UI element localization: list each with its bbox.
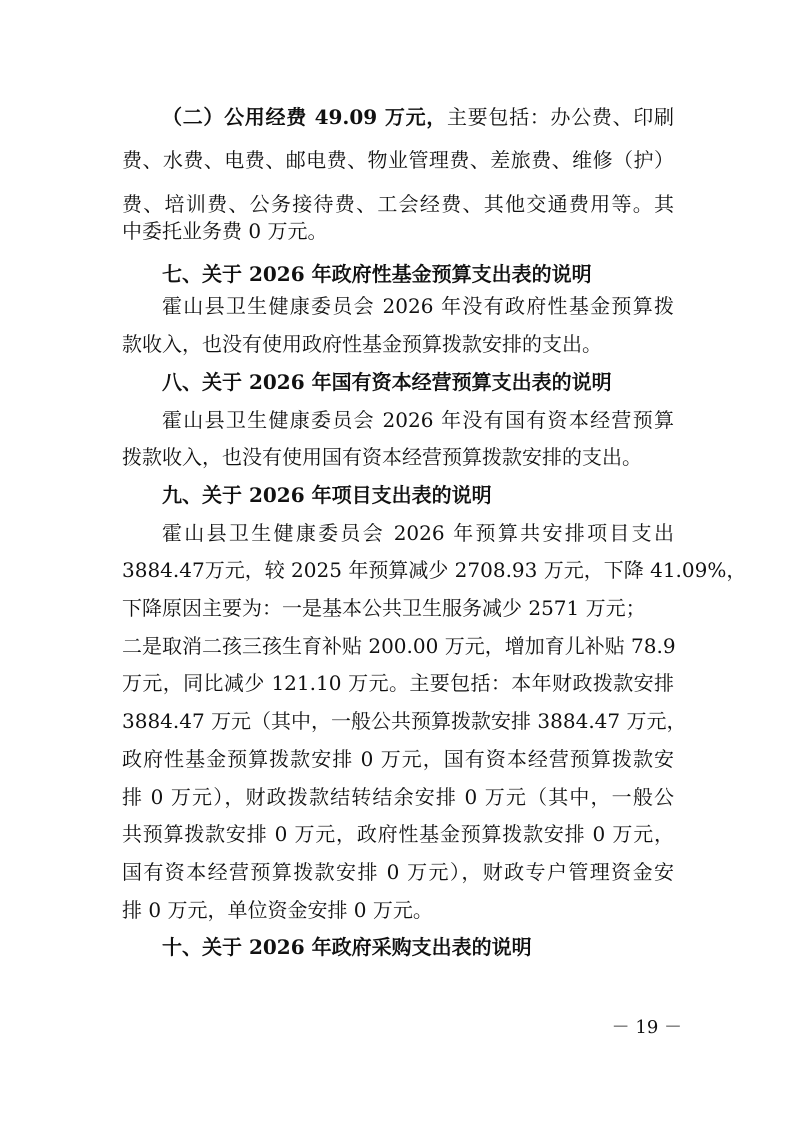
- section-10-heading: 十、关于 2026 年政府采购支出表的说明: [162, 935, 532, 959]
- section-9-line-11: 排 0 万元，单位资金安排 0 万元。: [122, 898, 433, 922]
- section-9-line-4: 二是取消二孩三孩生育补贴 200.00 万元，增加育儿补贴 78.9: [122, 634, 676, 658]
- page-number: － 19 －: [611, 1017, 682, 1038]
- paragraph-public-funds-line-2: 费、水费、电费、邮电费、物业管理费、差旅费、维修（护）: [122, 148, 674, 172]
- section-9-line-5: 万元，同比减少 121.10 万元。主要包括：本年财政拨款安排: [122, 671, 674, 695]
- section-9-line-8: 排 0 万元），财政拨款结转结余安排 0 万元（其中，一般公: [122, 785, 674, 809]
- public-funds-lead: （二）公用经费 49.09 万元，: [162, 105, 447, 129]
- public-funds-rest: 主要包括：办公费、印刷: [446, 105, 675, 129]
- section-9-line-6: 3884.47 万元（其中，一般公共预算拨款安排 3884.47 万元，: [122, 709, 687, 733]
- section-9-line-1: 霍山县卫生健康委员会 2026 年预算共安排项目支出: [162, 521, 674, 545]
- section-7-line-2: 款收入，也没有使用政府性基金预算拨款安排的支出。: [122, 332, 602, 356]
- section-8-line-1: 霍山县卫生健康委员会 2026 年没有国有资本经营预算: [162, 408, 674, 432]
- section-9-line-2: 3884.47万元，较 2025 年预算减少 2708.93 万元，下降 41.09%，: [122, 558, 747, 582]
- section-9-line-10: 国有资本经营预算拨款安排 0 万元），财政专户管理资金安: [122, 860, 674, 884]
- section-9-line-3: 下降原因主要为：一是基本公共卫生服务减少 2571 万元；: [122, 596, 646, 620]
- section-9-line-7: 政府性基金预算拨款安排 0 万元，国有资本经营预算拨款安: [122, 747, 674, 771]
- section-9-line-9: 共预算拨款安排 0 万元，政府性基金预算拨款安排 0 万元，: [122, 822, 674, 846]
- section-7-line-1: 霍山县卫生健康委员会 2026 年没有政府性基金预算拨: [162, 294, 674, 318]
- paragraph-public-funds-line-3: 费、培训费、公务接待费、工会经费、其他交通费用等。其: [122, 192, 674, 216]
- section-7-heading: 七、关于 2026 年政府性基金预算支出表的说明: [162, 262, 592, 286]
- section-9-heading: 九、关于 2026 年项目支出表的说明: [162, 483, 492, 507]
- section-8-heading: 八、关于 2026 年国有资本经营预算支出表的说明: [162, 370, 612, 394]
- paragraph-public-funds-line-1: [162, 97, 674, 137]
- section-8-line-2: 拨款收入，也没有使用国有资本经营预算拨款安排的支出。: [122, 445, 642, 469]
- paragraph-public-funds-line-4: 中委托业务费 0 万元。: [122, 219, 328, 243]
